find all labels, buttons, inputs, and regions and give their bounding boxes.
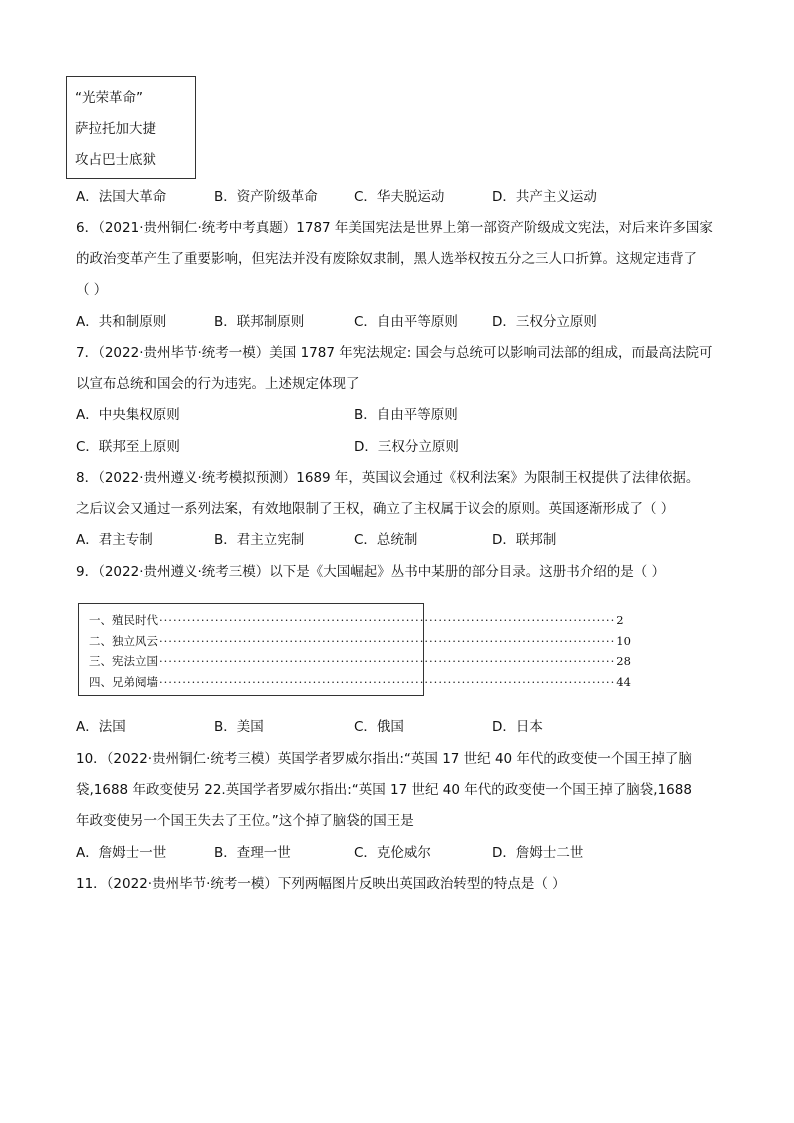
toc-leader-dots: ·································································································· [159,613,616,628]
q7-option-c[interactable]: C．联邦至上原则 [76,439,180,455]
toc-title: 一、殖民时代 [89,613,158,628]
toc-leader-dots: ·································································································· [159,654,616,669]
q5-box-line: 攻占巴士底狱 [75,152,156,168]
q5-option-b[interactable]: B．资产阶级革命 [214,189,318,205]
q5-option-a[interactable]: A．法国大革命 [76,189,167,205]
q11-stem-line: 11．（2022·贵州毕节·统考一模）下列两幅图片反映出英国政治转型的特点是（ ） [76,876,566,892]
toc-page: 2 [616,613,624,628]
q9-option-b[interactable]: B．美国 [214,719,264,735]
q10-option-a[interactable]: A．詹姆士一世 [76,845,167,861]
q6-option-c[interactable]: C．自由平等原则 [354,314,458,330]
q10-option-d[interactable]: D．詹姆士二世 [492,845,584,861]
toc-leader-dots: ·································································································· [159,674,616,689]
q7-stem-line: 7．（2022·贵州毕节·统考一模）美国 1787 年宪法规定: 国会与总统可以影响司法部的组成，而最高法院可 [76,345,713,361]
q10-stem-line: 袋,1688 年政变使另 22.英国学者罗威尔指出:“英国 17 世纪 40 年代的政变使一个国王掉了脑袋,1688 [76,782,692,798]
q6-option-d[interactable]: D．三权分立原则 [492,314,597,330]
toc-row [89,631,631,652]
toc-page: 10 [616,633,631,648]
q5-option-d[interactable]: D．共产主义运动 [492,189,597,205]
q8-stem-line: 之后议会又通过一系列法案，有效地限制了王权，确立了主权属于议会的原则。英国逐渐形成了（ ） [76,501,675,517]
q8-option-c[interactable]: C．总统制 [354,532,418,548]
q8-option-b[interactable]: B．君主立宪制 [214,532,305,548]
toc-title: 三、宪法立国 [89,654,158,669]
toc-row [89,651,631,672]
q10-option-b[interactable]: B．查理一世 [214,845,291,861]
q6-stem-line: 的政治变革产生了重要影响，但宪法并没有废除奴隶制，黑人选举权按五分之三人口折算。这规定违背了 [76,251,697,267]
toc-page: 44 [616,674,631,689]
q5-box-line: “光荣革命” [75,90,143,106]
q8-stem-line: 8．（2022·贵州遵义·统考模拟预测）1689 年，英国议会通过《权利法案》为限制王权提供了法律依据。 [76,470,700,486]
toc-title: 二、独立风云 [89,633,158,648]
toc-row [89,672,631,693]
q6-stem-line: （ ） [76,282,108,298]
q10-stem-line: 年政变使另一个国王失去了王位。”这个掉了脑袋的国王是 [76,813,414,829]
q9-table-of-contents [78,603,631,696]
q6-option-b[interactable]: B．联邦制原则 [214,314,305,330]
q7-option-b[interactable]: B．自由平等原则 [354,407,458,423]
q7-option-d[interactable]: D．三权分立原则 [354,439,459,455]
q8-option-d[interactable]: D．联邦制 [492,532,557,548]
q6-stem-line: 6．（2021·贵州铜仁·统考中考真题）1787 年美国宪法是世界上第一部资产阶级成文宪法，对后来许多国家 [76,220,713,236]
q5-box-line: 萨拉托加大捷 [75,121,156,137]
q7-stem-line: 以宣布总统和国会的行为违宪。上述规定体现了 [76,376,360,392]
q5-option-c[interactable]: C．华夫脱运动 [354,189,445,205]
toc-row [89,610,624,631]
q9-stem-line: 9．（2022·贵州遵义·统考三模）以下是《大国崛起》丛书中某册的部分目录。这册书介绍的是（ ） [76,564,666,580]
toc-leader-dots: ·································································································· [159,633,616,648]
toc-title: 四、兄弟阋墙 [89,674,158,689]
q6-option-a[interactable]: A．共和制原则 [76,314,167,330]
q8-option-a[interactable]: A．君主专制 [76,532,153,548]
q10-option-c[interactable]: C．克伦威尔 [354,845,431,861]
q10-stem-line: 10．（2022·贵州铜仁·统考三模）英国学者罗威尔指出:“英国 17 世纪 40 年代的政变使一个国王掉了脑 [76,751,692,767]
q9-option-d[interactable]: D．日本 [492,719,543,735]
toc-page: 28 [616,654,631,669]
q9-option-c[interactable]: C．俄国 [354,719,404,735]
q9-option-a[interactable]: A．法国 [76,719,126,735]
q7-option-a[interactable]: A．中央集权原则 [76,407,180,423]
q5-material-box [66,76,196,179]
